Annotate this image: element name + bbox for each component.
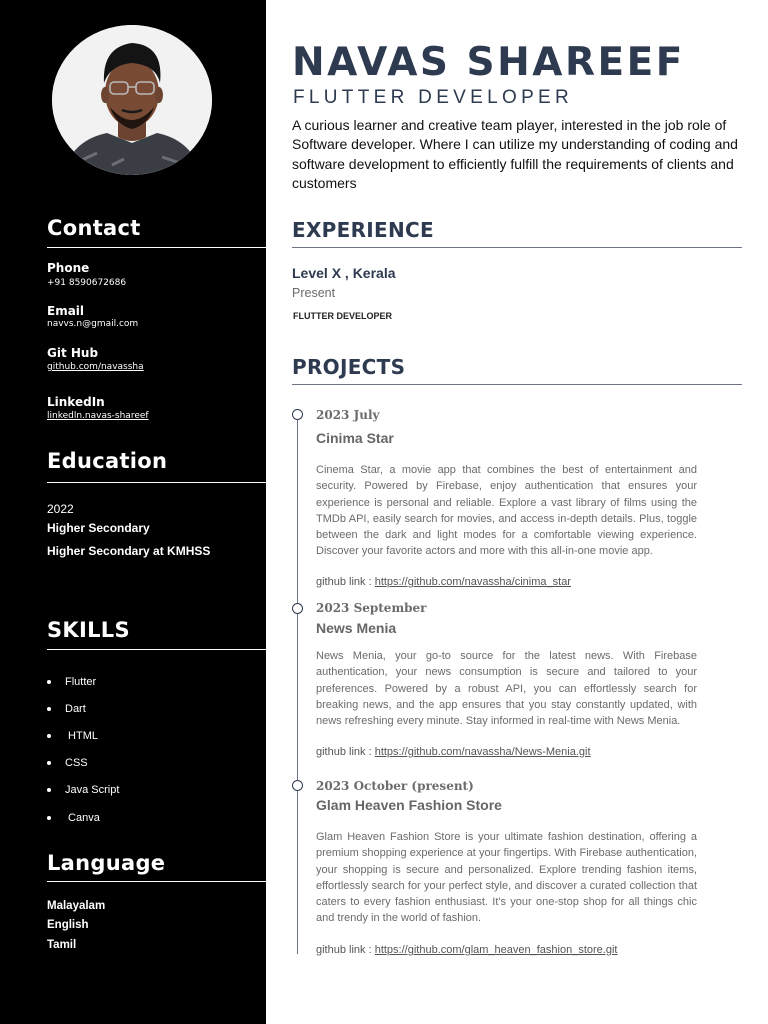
- linkedin-link[interactable]: linkedln.navas-shareef: [47, 411, 149, 421]
- phone-value: +91 8590672686: [47, 278, 127, 288]
- skill-item: [47, 722, 119, 749]
- experience-company: Level X , Kerala: [292, 265, 396, 281]
- education-divider: [47, 482, 266, 483]
- bullet-icon: [47, 707, 51, 711]
- project-github-link[interactable]: https://github.com/navassha/cinima_star: [374, 576, 571, 588]
- skill-label: Java Script: [65, 784, 120, 797]
- language-divider: [47, 881, 266, 882]
- candidate-name: NAVAS SHAREEF: [292, 40, 685, 85]
- project-github-link[interactable]: https://github.com/navassha/News-Menia.git: [374, 746, 591, 758]
- skill-item: [47, 695, 119, 722]
- project-link-label: github link :: [316, 576, 375, 588]
- project-date: 2023 September: [316, 601, 427, 615]
- profile-summary: A curious learner and creative team player, interested in the job role of Software developer. Where I can utilize my understanding of coding and software development to efficiently fulfill the requirements of clients and customers: [292, 117, 738, 191]
- skill-item: [47, 804, 119, 831]
- skill-label: Flutter: [65, 675, 97, 688]
- github-link[interactable]: github.com/navassha: [47, 362, 144, 372]
- skill-label: Dart: [65, 702, 86, 715]
- skill-item: [47, 668, 119, 695]
- project-title: Cinima Star: [316, 430, 394, 446]
- language-item: English: [47, 919, 89, 932]
- profile-photo: [52, 25, 212, 175]
- email-label: Email: [47, 304, 85, 318]
- experience-period: Present: [292, 286, 336, 300]
- project-link-row: [316, 576, 571, 588]
- timeline-dot-icon: [292, 780, 303, 791]
- project-link-label: github link :: [316, 746, 375, 758]
- project-description: Cinema Star, a movie app that combines the best of entertainment and security. Powered by Firebase, enjoy authentication that ensures your experience is personal and reliable. Explore a vast library of films using the TMDb API, easily search for movies, and access in-depth details. Plus, toggle between the dark and light modes for a comfortable viewing experience. Discover your favorite actors and more with this all-in-one movie app.: [316, 464, 697, 558]
- bullet-icon: [47, 788, 51, 792]
- experience-role: FLUTTER DEVELOPER: [293, 311, 393, 321]
- bullet-icon: [47, 816, 51, 820]
- experience-divider: [292, 247, 742, 248]
- bullet-icon: [47, 734, 51, 738]
- education-school: Higher Secondary at KMHSS: [47, 544, 211, 558]
- education-year: 2022: [47, 502, 74, 516]
- projects-heading: PROJECTS: [292, 355, 406, 379]
- language-heading: Language: [47, 851, 166, 875]
- project-link-row: [316, 746, 591, 758]
- skill-label: HTML: [65, 729, 98, 742]
- timeline-line: [297, 414, 298, 954]
- language-item: Tamil: [47, 938, 77, 951]
- skill-item: [47, 777, 119, 804]
- project-title: News Menia: [316, 620, 397, 636]
- experience-heading: EXPERIENCE: [292, 218, 434, 242]
- skill-label: CSS: [65, 757, 88, 770]
- person-portrait-icon: [52, 25, 212, 175]
- education-level: Higher Secondary: [47, 521, 150, 535]
- candidate-role: FLUTTER DEVELOPER: [293, 87, 574, 108]
- project-description: News Menia, your go-to source for the latest news. With Firebase authentication, your news consumption is secure and tailored to your preferences. Powered by a robust API, you can effortlessly search for breaking news, and the app ensures that you stay constantly updated, with news refreshing every minute. Stay informed in real-time with News Menia.: [316, 650, 697, 728]
- project-title: Glam Heaven Fashion Store: [316, 797, 502, 813]
- skill-label: Canva: [65, 811, 100, 824]
- language-item: Malayalam: [47, 900, 106, 912]
- bullet-icon: [47, 761, 51, 765]
- project-description: Glam Heaven Fashion Store is your ultimate fashion destination, offering a premium shopping experience at your fingertips. With Firebase authentication, your shopping is secure and personalized. Explore trending fashion items, effortlessly search for your perfect style, and discover a curated collection that caters to every fashion enthusiast. It's your one-stop shop for all things chic and trendy in the world of fashion.: [316, 831, 697, 925]
- skills-list: [47, 668, 119, 831]
- timeline-dot-icon: [292, 409, 303, 420]
- github-label: Git Hub: [47, 346, 99, 360]
- skills-divider: [47, 649, 266, 650]
- skill-item: [47, 750, 119, 777]
- bullet-icon: [47, 680, 51, 684]
- email-value: navvs.n@gmail.com: [47, 319, 139, 329]
- language-list: [47, 900, 105, 958]
- phone-label: Phone: [47, 261, 90, 275]
- timeline-dot-icon: [292, 603, 303, 614]
- project-link-row: [316, 944, 617, 956]
- skills-heading: SKILLS: [47, 618, 130, 642]
- linkedin-label: LinkedIn: [47, 395, 105, 409]
- projects-divider: [292, 384, 742, 385]
- project-date: 2023 October (present): [316, 779, 474, 793]
- sidebar: [0, 0, 266, 1024]
- project-github-link[interactable]: https://github.com/glam_heaven_fashion_store.git: [374, 944, 618, 956]
- education-heading: Education: [47, 449, 168, 473]
- project-link-label: github link :: [316, 944, 375, 956]
- contact-divider: [47, 247, 266, 248]
- project-date: 2023 July: [316, 408, 380, 422]
- contact-heading: Contact: [47, 216, 141, 240]
